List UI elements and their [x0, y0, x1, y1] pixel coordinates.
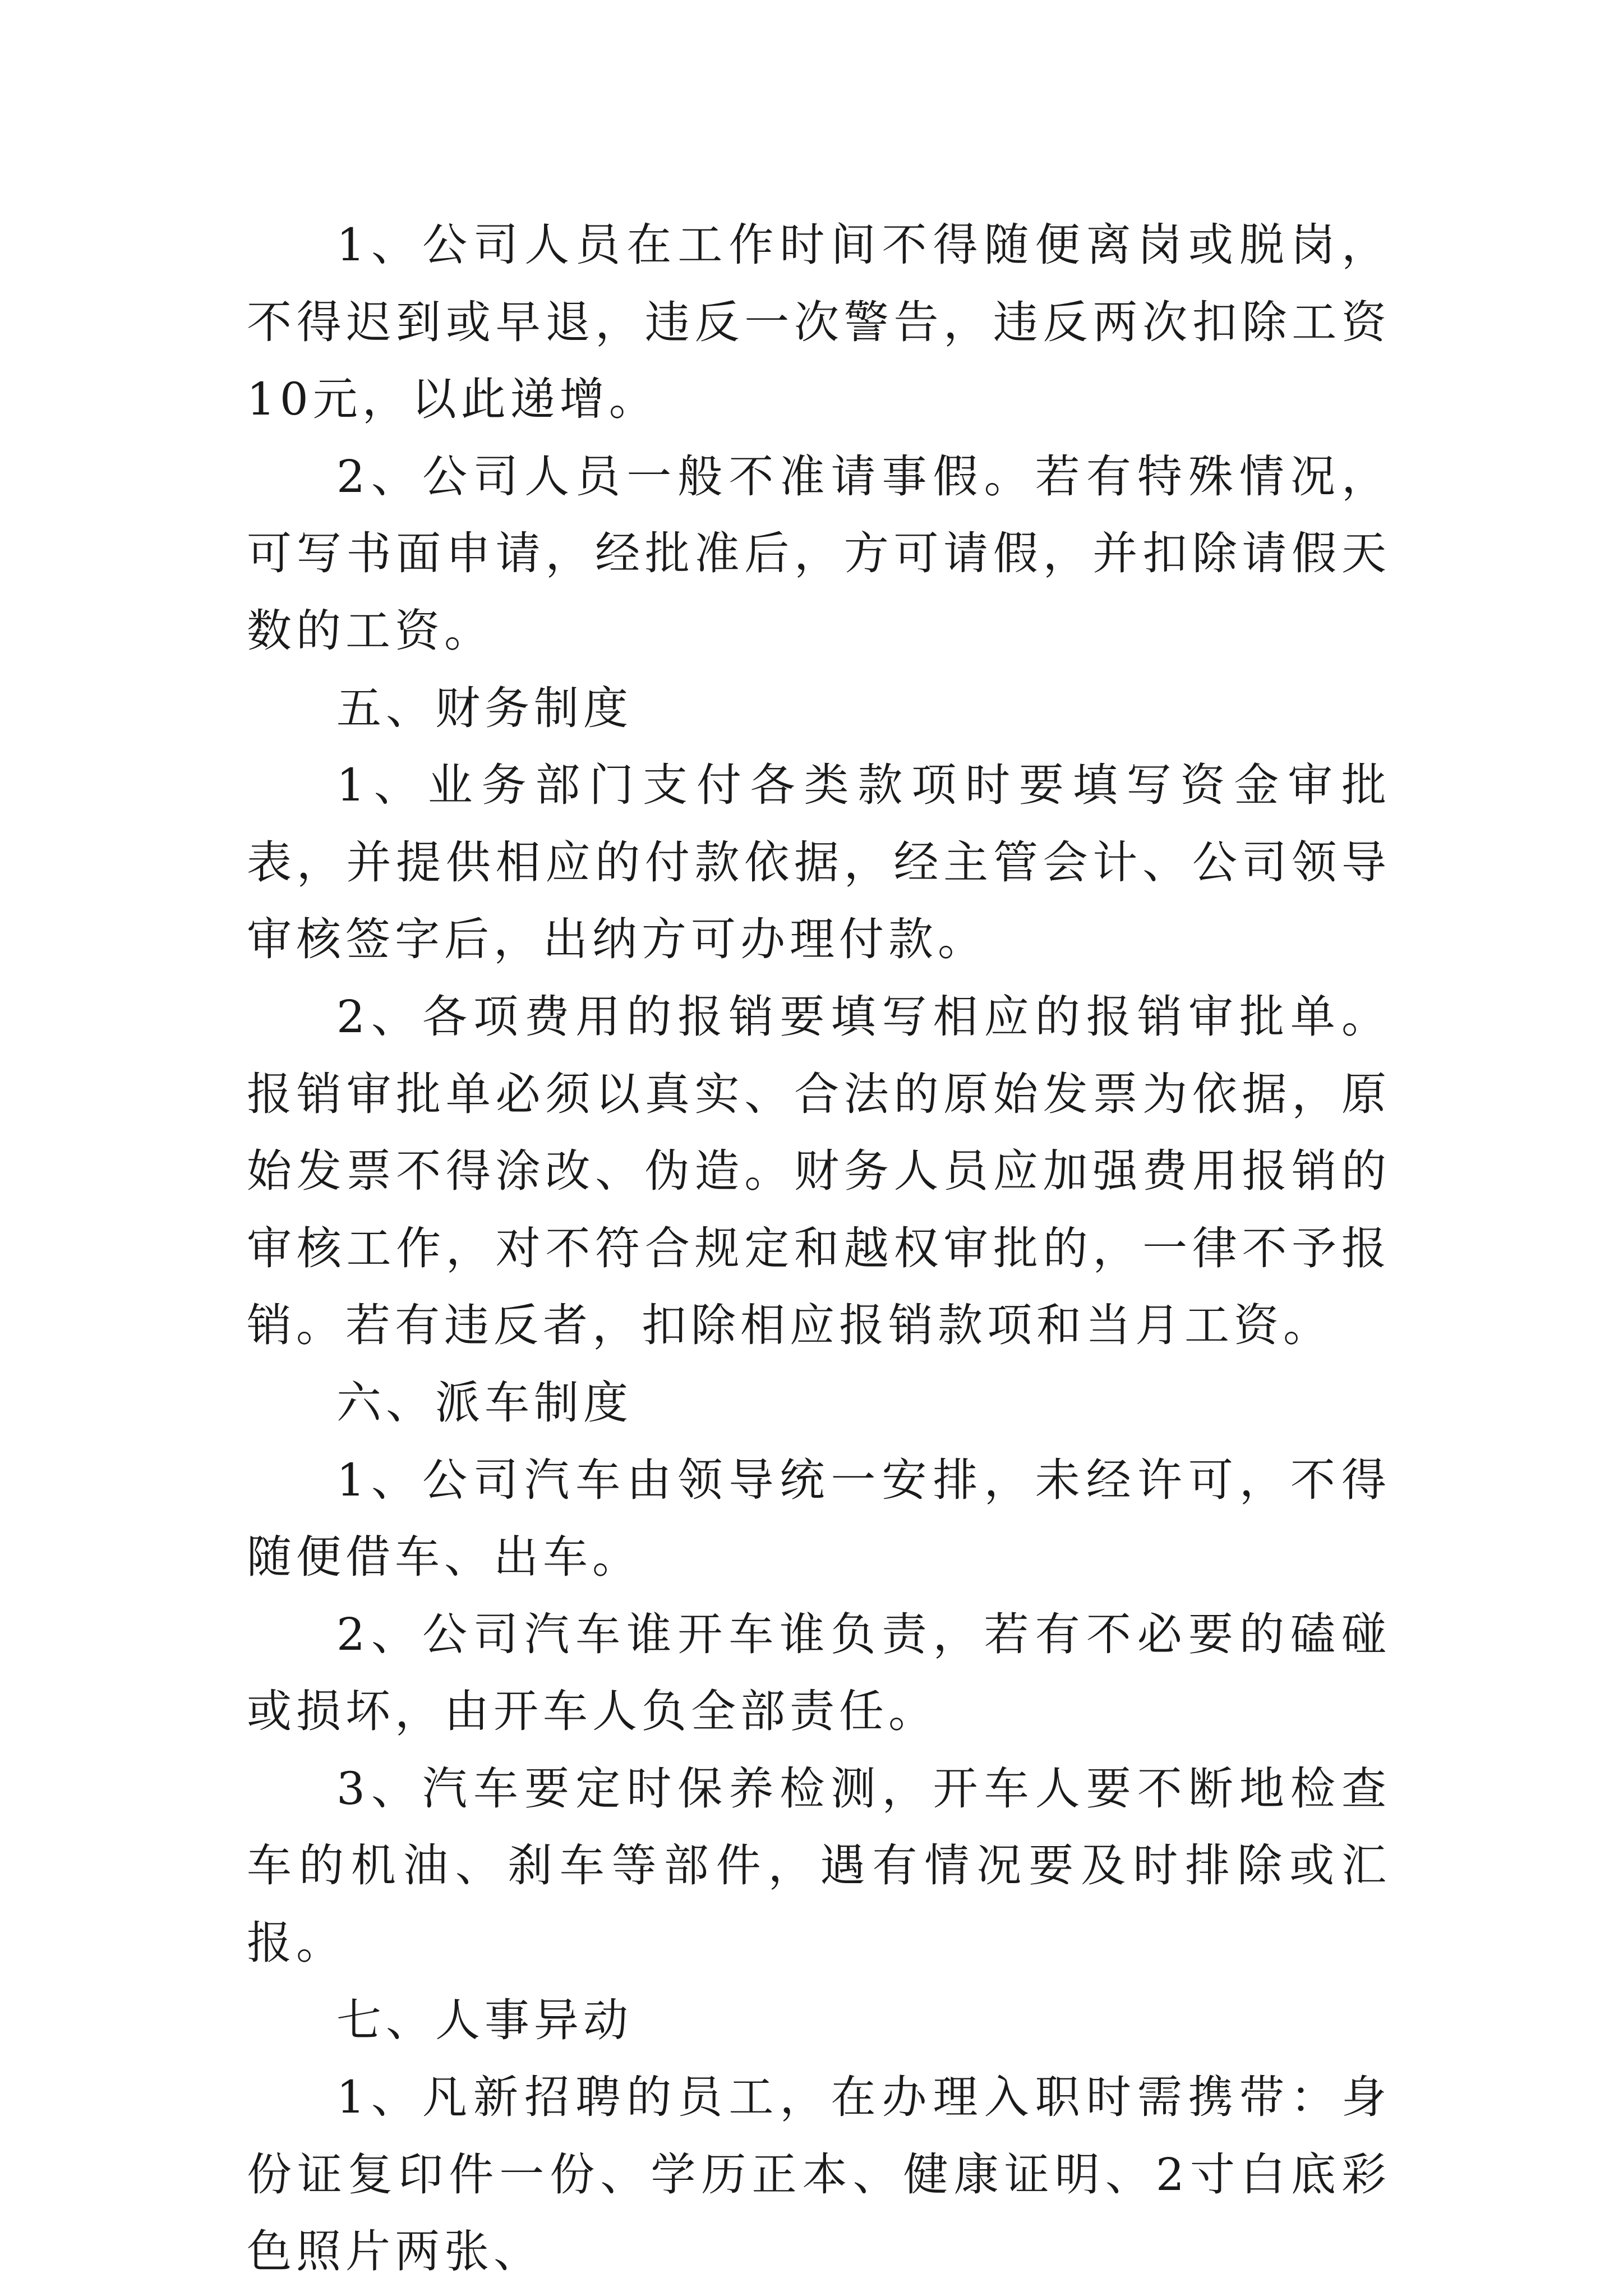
paragraph-leave-rule: 2、公司人员一般不准请事假。若有特殊情况，可写书面申请，经批准后，方可请假，并扣除请假天数的工资。	[247, 450, 1391, 657]
paragraph-expense-reimbursement: 2、各项费用的报销要填写相应的报销审批单。报销审批单必须以真实、合法的原始发票为依据，原始发票不得涂改、伪造。财务人员应加强费用报销的审核工作，对不符合规定和越权审批的，一律不予报销。若有违反者，扣除相应报销款项和当月工资。	[247, 990, 1391, 1352]
paragraph-vehicle-arrangement: 1、公司汽车由领导统一安排，未经许可，不得随便借车、出车。	[247, 1453, 1391, 1584]
paragraph-vehicle-responsibility: 2、公司汽车谁开车谁负责，若有不必要的磕碰或损坏，由开车人负全部责任。	[247, 1608, 1391, 1738]
paragraph-onboarding-documents: 1、凡新招聘的员工，在办理入职时需携带：身份证复印件一份、学历正本、健康证明、2寸白底彩色照片两张、	[247, 2071, 1391, 2278]
section-heading-personnel: 七、人事异动	[336, 1994, 633, 2046]
paragraph-payment-approval: 1、业务部门支付各类款项时要填写资金审批表，并提供相应的付款依据，经主管会计、公司领导审核签字后，出纳方可办理付款。	[247, 759, 1391, 966]
paragraph-attendance-rule: 1、公司人员在工作时间不得随便离岗或脱岗，不得迟到或早退，违反一次警告，违反两次扣除工资10元，以此递增。	[247, 219, 1391, 426]
section-heading-finance: 五、财务制度	[336, 682, 633, 734]
paragraph-vehicle-maintenance: 3、汽车要定时保养检测，开车人要不断地检查车的机油、刹车等部件，遇有情况要及时排除或汇报。	[247, 1762, 1391, 1970]
document-body	[247, 206, 1391, 2290]
section-heading-vehicle: 六、派车制度	[336, 1376, 633, 1429]
